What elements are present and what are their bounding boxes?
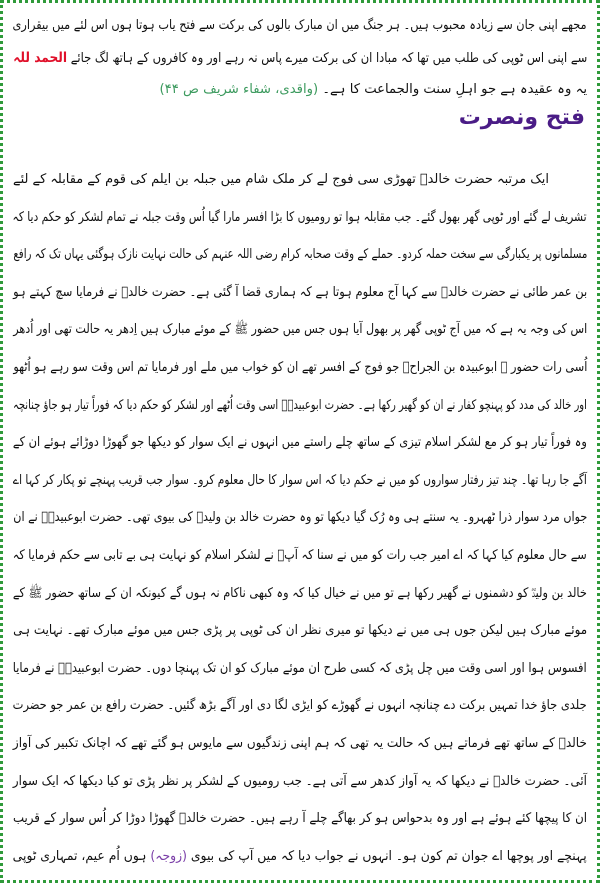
paragraph-line-text: موئے مبارک ہیں لیکن جوں ہی میں نے دیکھا تو میری نظر ان کی ٹوپی پر پڑی جس میں موئے مبارک تھے۔ نہایت ہی <box>12 623 587 639</box>
paragraph-line-text: اُسی رات حضور ﷺ ابوعبیدہ بن الجراحؓ جو فوج کے افسر تھے ان کو خواب میں ملے اور فرمایا تم اس وقت سو رہے ہو اُٹھو <box>12 360 587 375</box>
intro-line-2-text: سے اپنی اس ٹوپی کی طلب میں تھا کہ مبادا ان کی برکت میرے پاس نہ رہے اور وہ کافروں کے ہاتھ لگ جائے <box>70 51 587 66</box>
paragraph-line-text: ایک مرتبہ حضرت خالدؓ تھوڑی سی فوج لے کر ملک شام میں جبلہ بن ایلم کی قوم کے مقابلہ کے لئے <box>13 172 549 187</box>
paragraph-line <box>13 689 587 723</box>
paragraph-line <box>13 313 587 347</box>
intro-line-1-text: مجھے اپنی جان سے زیادہ محبوب ہیں۔ ہر جنگ میں ان مبارک بالوں کی برکت سے فتح یاب ہوتا ہوں اس لئے میں بیقراری <box>12 18 587 33</box>
paragraph-line-text: آگے جا رہا تھا۔ چند تیز رفتار سواروں کو میں نے حکم دیا کہ اس سوار کا حال معلوم کرو۔ سوار جب قریب پہنچے تو پکار کر کہا اے <box>13 472 587 488</box>
intro-line-2 <box>13 41 587 75</box>
paragraph-line <box>13 351 587 385</box>
paragraph-line <box>13 163 549 197</box>
paragraph-line-text: وہ فوراً تیار ہو کر مع لشکر اسلام تیزی کے ساتھ چلے راستے میں انہوں نے ایک سوار کو دیکھا جو گھوڑا دوڑائے ہوئے ان کے <box>12 435 587 451</box>
last-line-content <box>13 840 587 874</box>
paragraph-line-text: اس کی وجہ یہ ہے کہ میں آج ٹوپی گھر پر بھول آیا ہوں جس میں حضور ﷺ کے موئے مبارک ہیں اِدھر یہ حالت تھی اور اُدھر <box>12 322 587 338</box>
paragraph-line-text: خالد بن ولیدؓ کو دشمنوں نے گھیر رکھا ہے تو میں نے خیال کیا کہ وہ کبھی ناکام نہ ہوں گے کیونکہ ان کے ساتھ حضور ﷺ کے <box>13 585 587 601</box>
paragraph-line <box>13 501 587 535</box>
paragraph-line-text: مسلمانوں پر یکبارگی سے سخت حملہ کردو۔ حملے کے وقت صحابہ کرام رضی اللہ عنہم کی حالت نہایت نازک ہوگئی یہاں تک کہ رافع <box>12 247 587 263</box>
paragraph-line-text: آئی۔ حضرت خالدؓ نے دیکھا کہ یہ آواز کدھر سے آتی ہے۔ جب رومیوں کے لشکر پر نظر پڑی تو کیا دیکھا کہ ایک سوار <box>13 773 587 789</box>
intro-line-3-text: یہ وہ عقیدہ ہے جو اہلِ سنت والجماعت کا ہے۔ <box>322 82 587 97</box>
last-line-text-end: ہوں اُم عیم، تمہاری ٹوپی <box>12 848 147 864</box>
intro-line-3 <box>13 73 587 107</box>
paragraph-line <box>13 727 587 761</box>
paragraph-line <box>13 840 587 874</box>
paragraph-line-text: خالدؓ کے ساتھ تھے فرماتے ہیں کہ حالت یہ تھی کہ ہم اپنی زندگیوں سے مایوس ہو گئے تھے کہ اچانک تکبیر کی آواز <box>13 736 587 751</box>
paragraph-line-text: سے حال معلوم کیا کہا کہ اے امیر جب رات کو میں نے سنا کہ آپؓ نے لشکر اسلام کو نہایت ہی بے تابی سے حکم فرمایا کہ <box>12 548 587 563</box>
section-heading: فتح ونصرت <box>458 105 585 130</box>
intro-line-1 <box>13 9 587 43</box>
paragraph-line-text: جواں مرد سوار ذرا ٹھہرو۔ یہ سنتے ہی وہ رُک گیا دیکھا تو وہ حضرت خالد بن ولیدؓ کی بیوی تھی۔ حضرت ابوعبیدہؓ نے ان <box>13 510 587 526</box>
citation: (واقدی، شفاء شریف ص ۴۴) <box>159 82 319 97</box>
paragraph-line <box>13 201 587 235</box>
paragraph-line <box>13 238 587 272</box>
paragraph-line <box>13 276 587 310</box>
paragraph-line <box>13 464 587 498</box>
paragraph-line-text: ان کا پیچھا کئے ہوئے ہے اور وہ بدحواس ہو کر بھاگے چلے آ رہے ہیں۔ حضرت خالدؓ گھوڑا دوڑا کر اُس سوار کے قریب <box>13 811 587 827</box>
paragraph-line <box>13 426 587 460</box>
paragraph-line-text: جلدی جاؤ خدا تمہیں برکت دے چنانچہ انہوں نے گھوڑے کو ایڑی لگا دی اور آگے بڑھ گئیں۔ حضرت رافع بن عمر جو حضرت <box>12 698 587 714</box>
paragraph-line <box>13 614 587 648</box>
paragraph-line-text: افسوس ہوا اور اسی وقت میں چل پڑی کہ کسی طرح ان موئے مبارک کو ان تک پہنچا دوں۔ حضرت ابوعبیدہؓ نے فرمایا <box>12 660 587 676</box>
alhamdulillah-highlight: الحمد للہ <box>13 50 67 66</box>
spouse-note: (زوجہ) <box>150 848 188 864</box>
intro-line-3-content <box>160 73 587 107</box>
paragraph-line-text: بن عمر طائی نے حضرت خالدؓ سے کہا آج معلوم ہوتا ہے کہ ہماری قضا آ گئی ہے۔ حضرت خالدؓ نے فرمایا سچ کہتے ہو <box>12 284 587 300</box>
paragraph-line <box>13 539 587 573</box>
paragraph-line <box>13 765 587 799</box>
last-line-text: پہنچے اور پوچھا اے جوان تم کون ہو۔ انہوں نے جواب دیا کہ میں آپ کی بیوی <box>191 848 587 864</box>
paragraph-line-text: اور خالد کی مدد کو پہنچو کفار نے ان کو گھیر رکھا ہے۔ حضرت ابوعبیدہؓ اسی وقت اُٹھے اور لشکر کو حکم دیا کہ فوراً تیار ہو جاؤ چنانچہ <box>13 397 587 413</box>
intro-line-2-content <box>13 41 587 76</box>
paragraph-line <box>13 577 587 611</box>
paragraph-line <box>13 389 587 423</box>
paragraph-line <box>13 652 587 686</box>
paragraph-line-text: تشریف لے گئے اور ٹوپی گھر بھول گئے۔ جب مقابلہ ہوا تو رومیوں کا بڑا افسر مارا گیا اُس وقت جبلہ نے تمام لشکر کو حکم دیا کہ <box>12 209 587 225</box>
paragraph-line <box>13 802 587 836</box>
